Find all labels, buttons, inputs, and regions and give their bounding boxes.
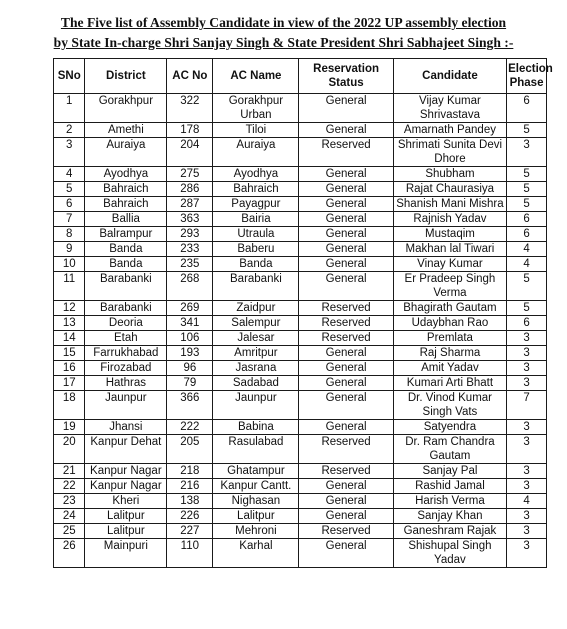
table-row — [54, 420, 547, 435]
cell-ac-name: Lalitpur — [213, 509, 299, 524]
cell-candidate: Kumari Arti Bhatt — [393, 376, 506, 391]
cell-phase: 4 — [507, 257, 547, 272]
cell-reservation: Reserved — [299, 331, 393, 346]
cell-ac-no: 218 — [167, 464, 213, 479]
table-row — [54, 242, 547, 257]
cell-reservation: General — [299, 272, 393, 301]
header-ac-no: AC No — [167, 59, 213, 94]
cell-ac-no: 204 — [167, 138, 213, 167]
cell-sno: 18 — [54, 391, 85, 420]
cell-ac-no: 226 — [167, 509, 213, 524]
table-row — [54, 435, 547, 464]
cell-district: Banda — [85, 242, 167, 257]
cell-sno: 16 — [54, 361, 85, 376]
cell-ac-no: 216 — [167, 479, 213, 494]
cell-ac-no: 106 — [167, 331, 213, 346]
cell-reservation: General — [299, 346, 393, 361]
cell-candidate: Udaybhan Rao — [393, 316, 506, 331]
cell-district: Ballia — [85, 212, 167, 227]
table-row — [54, 301, 547, 316]
cell-ac-no: 79 — [167, 376, 213, 391]
cell-ac-no: 286 — [167, 182, 213, 197]
cell-phase: 3 — [507, 138, 547, 167]
cell-phase: 3 — [507, 464, 547, 479]
table-row — [54, 391, 547, 420]
table-row — [54, 167, 547, 182]
table-row — [54, 524, 547, 539]
cell-sno: 1 — [54, 94, 85, 123]
table-body — [54, 94, 547, 568]
cell-ac-name: Bairia — [213, 212, 299, 227]
cell-phase: 6 — [507, 212, 547, 227]
cell-ac-no: 233 — [167, 242, 213, 257]
cell-ac-name: Bahraich — [213, 182, 299, 197]
cell-ac-name: Tiloi — [213, 123, 299, 138]
cell-candidate: Dr. Vinod Kumar Singh Vats — [393, 391, 506, 420]
cell-reservation: General — [299, 494, 393, 509]
cell-sno: 21 — [54, 464, 85, 479]
table-row — [54, 376, 547, 391]
cell-reservation: Reserved — [299, 301, 393, 316]
cell-candidate: Rajnish Yadav — [393, 212, 506, 227]
cell-candidate: Satyendra — [393, 420, 506, 435]
cell-ac-name: Sadabad — [213, 376, 299, 391]
header-candidate: Candidate — [393, 59, 506, 94]
cell-district: Firozabad — [85, 361, 167, 376]
table-row — [54, 494, 547, 509]
table-row — [54, 346, 547, 361]
table-row — [54, 464, 547, 479]
cell-ac-no: 110 — [167, 539, 213, 568]
cell-sno: 19 — [54, 420, 85, 435]
cell-ac-no: 293 — [167, 227, 213, 242]
cell-reservation: General — [299, 509, 393, 524]
table-row — [54, 197, 547, 212]
cell-district: Barabanki — [85, 301, 167, 316]
cell-phase: 3 — [507, 361, 547, 376]
cell-ac-name: Amritpur — [213, 346, 299, 361]
cell-candidate: Bhagirath Gautam — [393, 301, 506, 316]
cell-ac-name: Utraula — [213, 227, 299, 242]
cell-reservation: General — [299, 539, 393, 568]
cell-sno: 20 — [54, 435, 85, 464]
cell-sno: 3 — [54, 138, 85, 167]
cell-ac-name: Mehroni — [213, 524, 299, 539]
cell-reservation: General — [299, 123, 393, 138]
cell-reservation: General — [299, 94, 393, 123]
cell-ac-name: Ghatampur — [213, 464, 299, 479]
table-row — [54, 94, 547, 123]
cell-ac-no: 269 — [167, 301, 213, 316]
cell-district: Banda — [85, 257, 167, 272]
cell-ac-name: Banda — [213, 257, 299, 272]
cell-district: Barabanki — [85, 272, 167, 301]
cell-phase: 3 — [507, 479, 547, 494]
cell-ac-name: Kanpur Cantt. — [213, 479, 299, 494]
cell-phase: 7 — [507, 391, 547, 420]
table-row — [54, 182, 547, 197]
cell-ac-name: Auraiya — [213, 138, 299, 167]
cell-ac-name: Baberu — [213, 242, 299, 257]
cell-candidate: Amit Yadav — [393, 361, 506, 376]
cell-reservation: Reserved — [299, 316, 393, 331]
cell-phase: 3 — [507, 524, 547, 539]
table-row — [54, 227, 547, 242]
table-row — [54, 272, 547, 301]
cell-district: Farrukhabad — [85, 346, 167, 361]
cell-reservation: General — [299, 479, 393, 494]
cell-ac-name: Salempur — [213, 316, 299, 331]
cell-sno: 11 — [54, 272, 85, 301]
cell-sno: 13 — [54, 316, 85, 331]
cell-phase: 5 — [507, 272, 547, 301]
cell-candidate: Shubham — [393, 167, 506, 182]
cell-district: Balrampur — [85, 227, 167, 242]
cell-ac-no: 341 — [167, 316, 213, 331]
cell-phase: 4 — [507, 242, 547, 257]
cell-ac-name: Gorakhpur Urban — [213, 94, 299, 123]
cell-ac-name: Zaidpur — [213, 301, 299, 316]
cell-sno: 2 — [54, 123, 85, 138]
cell-phase: 6 — [507, 316, 547, 331]
cell-district: Kanpur Nagar — [85, 479, 167, 494]
cell-ac-name: Jalesar — [213, 331, 299, 346]
table-row — [54, 257, 547, 272]
header-phase: Election Phase — [507, 59, 547, 94]
table-row — [54, 479, 547, 494]
cell-reservation: General — [299, 391, 393, 420]
cell-candidate: Makhan lal Tiwari — [393, 242, 506, 257]
cell-ac-no: 275 — [167, 167, 213, 182]
table-row — [54, 123, 547, 138]
cell-ac-name: Jasrana — [213, 361, 299, 376]
cell-district: Jhansi — [85, 420, 167, 435]
cell-reservation: General — [299, 182, 393, 197]
cell-candidate: Vinay Kumar — [393, 257, 506, 272]
cell-sno: 23 — [54, 494, 85, 509]
cell-reservation: General — [299, 257, 393, 272]
cell-candidate: Rajat Chaurasiya — [393, 182, 506, 197]
cell-sno: 14 — [54, 331, 85, 346]
cell-ac-no: 205 — [167, 435, 213, 464]
cell-district: Hathras — [85, 376, 167, 391]
cell-district: Kanpur Nagar — [85, 464, 167, 479]
cell-phase: 6 — [507, 227, 547, 242]
cell-ac-name: Jaunpur — [213, 391, 299, 420]
table-row — [54, 138, 547, 167]
cell-reservation: General — [299, 197, 393, 212]
table-row — [54, 539, 547, 568]
cell-district: Gorakhpur — [85, 94, 167, 123]
cell-ac-no: 235 — [167, 257, 213, 272]
cell-district: Kheri — [85, 494, 167, 509]
cell-candidate: Shishupal Singh Yadav — [393, 539, 506, 568]
cell-reservation: General — [299, 420, 393, 435]
cell-sno: 24 — [54, 509, 85, 524]
cell-district: Mainpuri — [85, 539, 167, 568]
cell-phase: 5 — [507, 167, 547, 182]
cell-sno: 10 — [54, 257, 85, 272]
table-header-row — [54, 59, 547, 94]
cell-sno: 26 — [54, 539, 85, 568]
cell-ac-no: 268 — [167, 272, 213, 301]
cell-ac-no: 96 — [167, 361, 213, 376]
cell-ac-name: Rasulabad — [213, 435, 299, 464]
cell-sno: 25 — [54, 524, 85, 539]
cell-sno: 15 — [54, 346, 85, 361]
table-row — [54, 316, 547, 331]
cell-candidate: Dr. Ram Chandra Gautam — [393, 435, 506, 464]
cell-ac-name: Karhal — [213, 539, 299, 568]
cell-phase: 3 — [507, 420, 547, 435]
document-title — [0, 13, 567, 53]
cell-sno: 17 — [54, 376, 85, 391]
table-row — [54, 361, 547, 376]
cell-district: Ayodhya — [85, 167, 167, 182]
cell-phase: 4 — [507, 494, 547, 509]
cell-ac-name: Ayodhya — [213, 167, 299, 182]
cell-phase: 3 — [507, 509, 547, 524]
cell-phase: 5 — [507, 301, 547, 316]
cell-sno: 4 — [54, 167, 85, 182]
cell-reservation: General — [299, 376, 393, 391]
header-sno: SNo — [54, 59, 85, 94]
cell-reservation: General — [299, 227, 393, 242]
cell-district: Amethi — [85, 123, 167, 138]
cell-district: Lalitpur — [85, 524, 167, 539]
cell-candidate: Raj Sharma — [393, 346, 506, 361]
cell-sno: 7 — [54, 212, 85, 227]
cell-district: Kanpur Dehat — [85, 435, 167, 464]
table-row — [54, 331, 547, 346]
header-reservation: Reservation Status — [299, 59, 393, 94]
cell-reservation: General — [299, 242, 393, 257]
cell-ac-no: 363 — [167, 212, 213, 227]
cell-district: Bahraich — [85, 197, 167, 212]
cell-sno: 22 — [54, 479, 85, 494]
cell-phase: 3 — [507, 376, 547, 391]
cell-ac-name: Babina — [213, 420, 299, 435]
cell-ac-no: 222 — [167, 420, 213, 435]
cell-district: Deoria — [85, 316, 167, 331]
table-row — [54, 509, 547, 524]
header-district: District — [85, 59, 167, 94]
title-line-2: by State In-charge Shri Sanjay Singh & State President Shri Sabhajeet Singh :- — [53, 35, 514, 50]
cell-candidate: Vijay Kumar Shrivastava — [393, 94, 506, 123]
cell-ac-no: 287 — [167, 197, 213, 212]
cell-candidate: Er Pradeep Singh Verma — [393, 272, 506, 301]
cell-ac-no: 138 — [167, 494, 213, 509]
cell-phase: 3 — [507, 331, 547, 346]
cell-sno: 9 — [54, 242, 85, 257]
cell-phase: 5 — [507, 123, 547, 138]
title-line-1: The Five list of Assembly Candidate in view of the 2022 UP assembly election — [60, 15, 507, 30]
cell-district: Auraiya — [85, 138, 167, 167]
cell-candidate: Ganeshram Rajak — [393, 524, 506, 539]
cell-candidate: Harish Verma — [393, 494, 506, 509]
cell-reservation: Reserved — [299, 138, 393, 167]
cell-ac-name: Payagpur — [213, 197, 299, 212]
header-ac-name: AC Name — [213, 59, 299, 94]
table-row — [54, 212, 547, 227]
cell-candidate: Rashid Jamal — [393, 479, 506, 494]
cell-sno: 5 — [54, 182, 85, 197]
cell-candidate: Shanish Mani Mishra — [393, 197, 506, 212]
cell-sno: 8 — [54, 227, 85, 242]
cell-ac-no: 178 — [167, 123, 213, 138]
cell-candidate: Sanjay Pal — [393, 464, 506, 479]
cell-reservation: General — [299, 361, 393, 376]
cell-phase: 3 — [507, 435, 547, 464]
cell-district: Lalitpur — [85, 509, 167, 524]
cell-reservation: General — [299, 167, 393, 182]
cell-ac-no: 227 — [167, 524, 213, 539]
cell-sno: 12 — [54, 301, 85, 316]
cell-candidate: Premlata — [393, 331, 506, 346]
cell-reservation: Reserved — [299, 435, 393, 464]
cell-ac-no: 322 — [167, 94, 213, 123]
cell-sno: 6 — [54, 197, 85, 212]
cell-phase: 3 — [507, 346, 547, 361]
cell-candidate: Shrimati Sunita Devi Dhore — [393, 138, 506, 167]
cell-district: Jaunpur — [85, 391, 167, 420]
cell-ac-no: 193 — [167, 346, 213, 361]
cell-reservation: Reserved — [299, 464, 393, 479]
cell-phase: 5 — [507, 197, 547, 212]
cell-ac-name: Barabanki — [213, 272, 299, 301]
cell-district: Etah — [85, 331, 167, 346]
cell-candidate: Sanjay Khan — [393, 509, 506, 524]
cell-candidate: Mustaqim — [393, 227, 506, 242]
cell-reservation: Reserved — [299, 524, 393, 539]
cell-phase: 6 — [507, 94, 547, 123]
cell-district: Bahraich — [85, 182, 167, 197]
cell-phase: 3 — [507, 539, 547, 568]
candidate-table — [53, 58, 553, 568]
cell-candidate: Amarnath Pandey — [393, 123, 506, 138]
cell-ac-no: 366 — [167, 391, 213, 420]
cell-ac-name: Nighasan — [213, 494, 299, 509]
cell-reservation: General — [299, 212, 393, 227]
cell-phase: 5 — [507, 182, 547, 197]
